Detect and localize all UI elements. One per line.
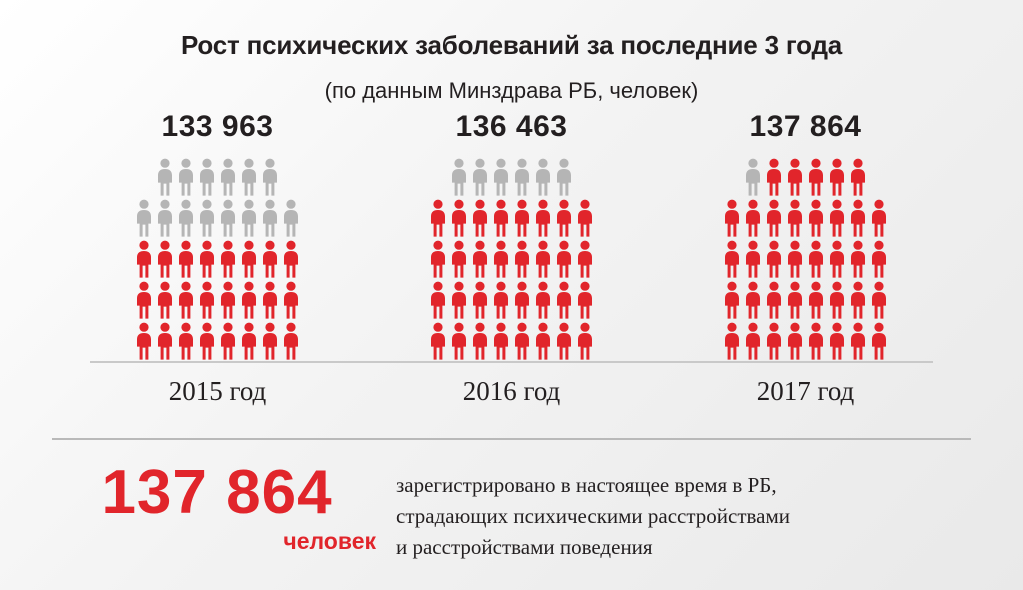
page-title: Рост психических заболеваний за последние 3 года	[180, 30, 843, 60]
person-icon-empty	[492, 158, 510, 196]
year-labels	[90, 376, 933, 407]
person-icon-filled	[723, 281, 741, 319]
pictogram-2017	[723, 158, 888, 360]
person-icon-filled	[828, 240, 846, 278]
pictogram-row	[156, 158, 279, 196]
person-icon-filled	[429, 199, 447, 237]
footer-unit: человек	[283, 528, 376, 554]
column-2017	[678, 110, 933, 360]
person-icon-filled	[828, 281, 846, 319]
year-label-2016: 2016 год	[462, 376, 561, 406]
pictogram-row	[450, 158, 573, 196]
person-icon-filled	[492, 322, 510, 360]
person-icon-empty	[219, 199, 237, 237]
person-icon-filled	[513, 281, 531, 319]
person-icon-filled	[471, 240, 489, 278]
person-icon-filled	[849, 240, 867, 278]
person-icon-filled	[198, 281, 216, 319]
pictogram-row	[723, 281, 888, 319]
pictogram-row	[135, 281, 300, 319]
footer-line-1: зарегистрировано в настоящее время в РБ,	[396, 473, 777, 497]
person-icon-filled	[240, 281, 258, 319]
person-icon-filled	[870, 240, 888, 278]
person-icon-filled	[849, 281, 867, 319]
column-value-2017: 137 864	[749, 110, 862, 143]
person-icon-filled	[513, 199, 531, 237]
person-icon-filled	[576, 240, 594, 278]
person-icon-filled	[807, 158, 825, 196]
person-icon-filled	[513, 322, 531, 360]
person-icon-filled	[765, 158, 783, 196]
person-icon-filled	[450, 281, 468, 319]
person-icon-filled	[135, 281, 153, 319]
person-icon-filled	[534, 240, 552, 278]
person-icon-filled	[576, 199, 594, 237]
pictogram-row	[723, 240, 888, 278]
person-icon-filled	[534, 199, 552, 237]
person-icon-filled	[198, 240, 216, 278]
person-icon-filled	[492, 281, 510, 319]
person-icon-empty	[261, 158, 279, 196]
person-icon-filled	[177, 240, 195, 278]
person-icon-filled	[555, 322, 573, 360]
person-icon-filled	[807, 322, 825, 360]
person-icon-empty	[240, 199, 258, 237]
person-icon-filled	[282, 322, 300, 360]
person-icon-empty	[177, 199, 195, 237]
pictogram-row	[744, 158, 867, 196]
person-icon-filled	[744, 281, 762, 319]
person-icon-filled	[555, 281, 573, 319]
person-icon-filled	[765, 240, 783, 278]
person-icon-filled	[513, 240, 531, 278]
person-icon-filled	[786, 322, 804, 360]
person-icon-filled	[765, 281, 783, 319]
person-icon-filled	[576, 322, 594, 360]
person-icon-filled	[177, 281, 195, 319]
pictogram-row	[135, 322, 300, 360]
pictogram-row	[429, 240, 594, 278]
person-icon-filled	[282, 281, 300, 319]
person-icon-filled	[240, 240, 258, 278]
person-icon-filled	[828, 199, 846, 237]
footer-number-block	[52, 458, 382, 555]
person-icon-filled	[198, 322, 216, 360]
person-icon-filled	[240, 322, 258, 360]
person-icon-empty	[450, 158, 468, 196]
person-icon-filled	[429, 281, 447, 319]
person-icon-filled	[450, 199, 468, 237]
column-value-2016: 136 463	[455, 110, 568, 143]
person-icon-filled	[429, 240, 447, 278]
person-icon-filled	[849, 199, 867, 237]
divider-above-years	[90, 361, 933, 363]
footer-big-number: 137 864	[101, 458, 333, 527]
person-icon-empty	[534, 158, 552, 196]
person-icon-filled	[849, 158, 867, 196]
person-icon-empty	[471, 158, 489, 196]
person-icon-filled	[744, 199, 762, 237]
person-icon-filled	[492, 199, 510, 237]
person-icon-filled	[261, 281, 279, 319]
person-icon-filled	[807, 199, 825, 237]
person-icon-empty	[198, 158, 216, 196]
person-icon-filled	[576, 281, 594, 319]
person-icon-filled	[765, 199, 783, 237]
year-label-2017: 2017 год	[756, 376, 855, 406]
person-icon-empty	[513, 158, 531, 196]
person-icon-filled	[555, 199, 573, 237]
column-2015	[90, 110, 345, 360]
person-icon-filled	[261, 322, 279, 360]
year-label-2015: 2015 год	[168, 376, 267, 406]
person-icon-empty	[282, 199, 300, 237]
person-icon-filled	[786, 199, 804, 237]
footer-description	[382, 458, 971, 563]
person-icon-filled	[177, 322, 195, 360]
person-icon-filled	[765, 322, 783, 360]
person-icon-filled	[156, 240, 174, 278]
person-icon-empty	[240, 158, 258, 196]
person-icon-filled	[156, 322, 174, 360]
pictogram-2016	[429, 158, 594, 360]
person-icon-filled	[429, 322, 447, 360]
person-icon-filled	[828, 158, 846, 196]
column-value-2015: 133 963	[161, 110, 274, 143]
person-icon-filled	[471, 281, 489, 319]
pictogram-row	[135, 199, 300, 237]
person-icon-filled	[744, 322, 762, 360]
person-icon-filled	[219, 322, 237, 360]
pictogram-row	[429, 199, 594, 237]
person-icon-filled	[723, 322, 741, 360]
person-icon-filled	[471, 199, 489, 237]
person-icon-filled	[282, 240, 300, 278]
person-icon-empty	[156, 158, 174, 196]
person-icon-filled	[870, 199, 888, 237]
person-icon-filled	[261, 240, 279, 278]
pictogram-row	[723, 199, 888, 237]
pictogram-row	[429, 281, 594, 319]
person-icon-filled	[450, 322, 468, 360]
person-icon-filled	[828, 322, 846, 360]
person-icon-filled	[849, 322, 867, 360]
person-icon-filled	[786, 281, 804, 319]
person-icon-empty	[744, 158, 762, 196]
person-icon-empty	[261, 199, 279, 237]
person-icon-filled	[135, 322, 153, 360]
person-icon-filled	[870, 281, 888, 319]
person-icon-filled	[534, 281, 552, 319]
person-icon-filled	[135, 240, 153, 278]
person-icon-filled	[534, 322, 552, 360]
pictogram-columns	[90, 110, 933, 360]
person-icon-filled	[219, 240, 237, 278]
person-icon-filled	[807, 240, 825, 278]
footer-line-3: и расстройствами поведения	[396, 535, 653, 560]
pictogram-2015	[135, 158, 300, 360]
person-icon-filled	[471, 322, 489, 360]
footer-line-2: страдающих психическими расстройствами	[396, 504, 791, 529]
footer-summary	[52, 458, 971, 568]
person-icon-empty	[555, 158, 573, 196]
person-icon-empty	[177, 158, 195, 196]
page-subtitle: (по данным Минздрава РБ, человек)	[324, 78, 699, 103]
divider-above-footer	[52, 438, 971, 440]
person-icon-filled	[870, 322, 888, 360]
person-icon-filled	[786, 240, 804, 278]
person-icon-filled	[555, 240, 573, 278]
person-icon-empty	[219, 158, 237, 196]
pictogram-row	[429, 322, 594, 360]
person-icon-empty	[156, 199, 174, 237]
person-icon-filled	[723, 240, 741, 278]
person-icon-filled	[219, 281, 237, 319]
person-icon-filled	[744, 240, 762, 278]
person-icon-empty	[198, 199, 216, 237]
person-icon-filled	[450, 240, 468, 278]
person-icon-filled	[786, 158, 804, 196]
person-icon-empty	[135, 199, 153, 237]
column-2016	[384, 110, 639, 360]
pictogram-row	[135, 240, 300, 278]
person-icon-filled	[723, 199, 741, 237]
person-icon-filled	[807, 281, 825, 319]
person-icon-filled	[156, 281, 174, 319]
person-icon-filled	[492, 240, 510, 278]
pictogram-row	[723, 322, 888, 360]
